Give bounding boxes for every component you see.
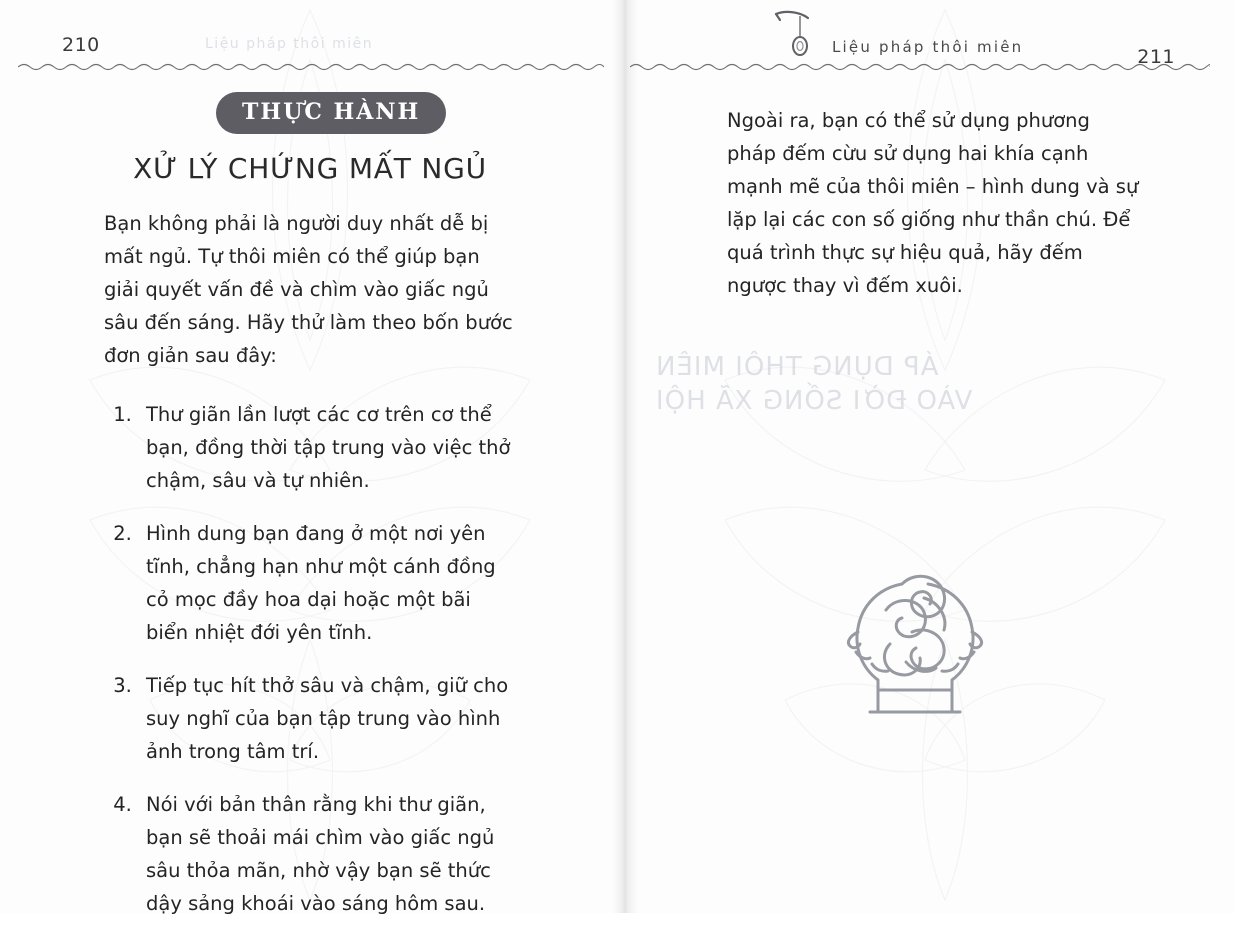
header-wavy-rule-left [18, 62, 604, 72]
right-paragraph: Ngoài ra, bạn có thể sử dụng phương pháp đếm cừu sử dụng hai khía cạnh mạnh mẽ của thôi miên – hình dung và sự lặp lại các con số giống như thần chú. Để quá trình thực sự hiệu quả, hãy đếm ngược thay vì đếm xuôi. [727, 109, 1139, 297]
page-number-left: 210 [62, 34, 100, 56]
list-item [138, 788, 516, 920]
list-item [138, 398, 516, 497]
page-right [620, 0, 1235, 913]
ghost-text-right-title-2: VÀO ĐỜI SỐNG XÃ HỘI [655, 386, 973, 416]
intro-paragraph: Bạn không phải là người duy nhất dễ bị mất ngủ. Tự thôi miên có thể giúp bạn giải quyết vấn đề và chìm vào giấc ngủ sâu đến sáng. Hãy thử làm theo bốn bước đơn giản sau đây: [104, 212, 513, 367]
ghost-text-left-running-title: Liệu pháp thôi miên [205, 36, 374, 52]
steps-list [104, 398, 516, 920]
two-faces-mind-illustration [820, 540, 1010, 730]
step-text: 2. Hình dung bạn đang ở một nơi yên tĩnh, chẳng hạn như một cánh đồng cỏ mọc đầy hoa dại hoặc một bãi biển nhiệt đới yên tĩnh. [146, 522, 496, 644]
chapter-title: XỬ LÝ CHỨNG MẤT NGỦ [133, 152, 487, 185]
ghost-text-right-title-1: ÁP DỤNG THÔI MIÊN [655, 352, 939, 382]
step-text: 3. Tiếp tục hít thở sâu và chậm, giữ cho suy nghĩ của bạn tập trung vào hình ảnh trong tâm trí. [146, 674, 509, 763]
list-item [138, 517, 516, 649]
running-title: Liệu pháp thôi miên [832, 38, 1024, 56]
practice-badge: THỰC HÀNH [216, 92, 446, 134]
step-text: 1. Thư giãn lần lượt các cơ trên cơ thể bạn, đồng thời tập trung vào việc thở chậm, sâu và tự nhiên. [146, 403, 511, 492]
page-left [0, 0, 620, 913]
step-text: 4. Nói với bản thân rằng khi thư giãn, bạn sẽ thoải mái chìm vào giấc ngủ sâu thỏa mãn, nhờ vậy bạn sẽ thức dậy sảng khoái vào sáng hôm sau. [146, 793, 495, 915]
pendulum-icon [770, 8, 816, 66]
header-wavy-rule-right [630, 62, 1210, 72]
right-page-content [727, 104, 1139, 302]
list-item [138, 669, 516, 768]
page-number-right: 211 [1137, 46, 1175, 68]
left-page-content [104, 92, 516, 940]
